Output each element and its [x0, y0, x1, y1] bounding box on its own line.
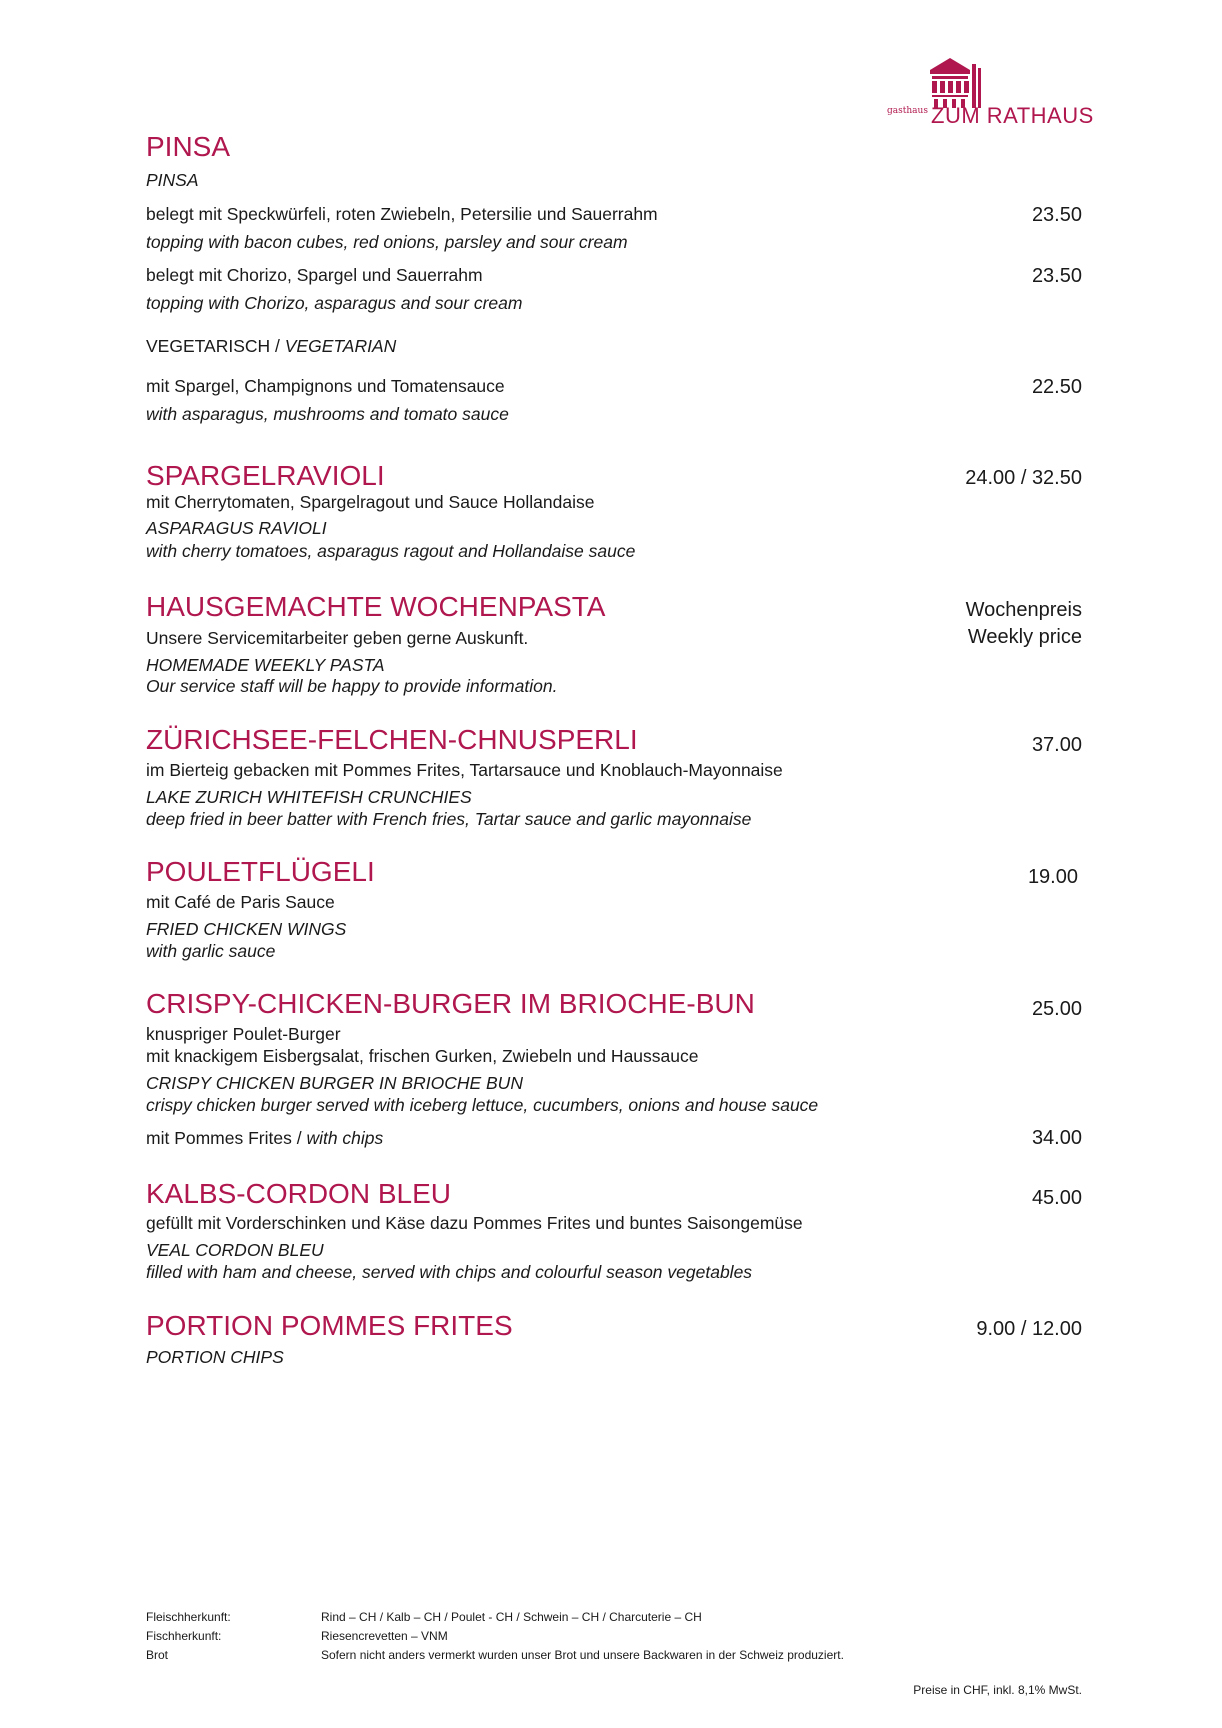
- burger-en-title: CRISPY CHICKEN BURGER IN BRIOCHE BUN: [146, 1073, 523, 1093]
- footer-price-note: Preise in CHF, inkl. 8,1% MwSt.: [913, 1683, 1082, 1697]
- felchen-de: im Bierteig gebacken mit Pommes Frites, Tartarsauce und Knoblauch-Mayonnaise: [146, 760, 783, 780]
- footer-label-meat: Fleischherkunft:: [146, 1610, 231, 1624]
- pasta-en-title: HOMEMADE WEEKLY PASTA: [146, 655, 385, 675]
- burger-price: 25.00: [1031, 998, 1082, 1020]
- cordon-price: 45.00: [1031, 1187, 1082, 1209]
- vegetarian-de: VEGETARISCH /: [146, 336, 280, 356]
- burger-chips: [146, 1128, 383, 1150]
- felchen-price: 37.00: [1031, 734, 1082, 756]
- burger-de1: knuspriger Poulet-Burger: [146, 1024, 341, 1044]
- brand-name: ZUM RATHAUS: [931, 103, 1094, 128]
- pinsa-item2-en: topping with Chorizo, asparagus and sour cream: [146, 293, 523, 313]
- cordon-de: gefüllt mit Vorderschinken und Käse dazu Pommes Frites und buntes Saisongemüse: [146, 1213, 803, 1233]
- pinsa-item3-price: 22.50: [1031, 376, 1082, 398]
- footer-value-meat: Rind – CH / Kalb – CH / Poulet - CH / Schwein – CH / Charcuterie – CH: [321, 1610, 702, 1624]
- burger-chips-price: 34.00: [1031, 1127, 1082, 1149]
- burger-en: crispy chicken burger served with iceberg lettuce, cucumbers, onions and house sauce: [146, 1095, 819, 1115]
- footer-value-fish: Riesencrevetten – VNM: [321, 1629, 448, 1643]
- burger-title: CRISPY-CHICKEN-BURGER IM BRIOCHE-BUN: [146, 988, 755, 1019]
- burger-chips-de: mit Pommes Frites /: [146, 1128, 302, 1148]
- pinsa-item3-de: mit Spargel, Champignons und Tomatensauce: [146, 376, 505, 396]
- felchen-en: deep fried in beer batter with French fries, Tartar sauce and garlic mayonnaise: [146, 809, 752, 829]
- ravioli-price: 24.00 / 32.50: [965, 467, 1082, 489]
- ravioli-title: SPARGELRAVIOLI: [146, 460, 385, 491]
- felchen-title: ZÜRICHSEE-FELCHEN-CHNUSPERLI: [146, 724, 638, 755]
- cordon-en: filled with ham and cheese, served with chips and colourful season vegetables: [146, 1262, 753, 1282]
- pinsa-item1-en: topping with bacon cubes, red onions, parsley and sour cream: [146, 232, 628, 252]
- pinsa-item1-price: 23.50: [1031, 204, 1082, 226]
- pasta-title: HAUSGEMACHTE WOCHENPASTA: [146, 591, 606, 622]
- pasta-en: Our service staff will be happy to provide information.: [146, 676, 558, 696]
- wings-title: POULETFLÜGELI: [146, 856, 375, 887]
- fries-en-title: PORTION CHIPS: [146, 1347, 284, 1367]
- wings-en: with garlic sauce: [146, 941, 276, 961]
- footer-label-bread: Brot: [146, 1648, 169, 1662]
- wings-price: 19.00: [1027, 866, 1078, 888]
- burger-de2: mit knackigem Eisbergsalat, frischen Gurken, Zwiebeln und Haussauce: [146, 1046, 699, 1066]
- brand-prefix: gasthaus: [887, 106, 928, 116]
- felchen-en-title: LAKE ZURICH WHITEFISH CRUNCHIES: [146, 787, 472, 807]
- pinsa-item2-price: 23.50: [1031, 265, 1082, 287]
- cordon-title: KALBS-CORDON BLEU: [146, 1178, 451, 1209]
- fries-price: 9.00 / 12.00: [976, 1318, 1082, 1340]
- footer-value-bread: Sofern nicht anders vermerkt wurden unser Brot und unsere Backwaren in der Schweiz produziert.: [321, 1648, 844, 1662]
- pasta-price-de: Wochenpreis: [965, 599, 1082, 621]
- ravioli-en: with cherry tomatoes, asparagus ragout and Hollandaise sauce: [146, 541, 636, 561]
- pinsa-title: PINSA: [146, 131, 231, 162]
- ravioli-de: mit Cherrytomaten, Spargelragout und Sauce Hollandaise: [146, 492, 595, 512]
- wings-en-title: FRIED CHICKEN WINGS: [146, 919, 347, 939]
- pinsa-item2-de: belegt mit Chorizo, Spargel und Sauerrahm: [146, 265, 483, 285]
- fries-title: PORTION POMMES FRITES: [146, 1310, 513, 1341]
- vegetarian-heading: [146, 336, 396, 358]
- ravioli-en-title: ASPARAGUS RAVIOLI: [146, 518, 327, 538]
- pasta-price-en: Weekly price: [967, 626, 1082, 648]
- footer-label-fish: Fischherkunft:: [146, 1629, 222, 1643]
- pinsa-subtitle: PINSA: [146, 170, 199, 190]
- vegetarian-en: VEGETARIAN: [284, 336, 397, 356]
- cordon-en-title: VEAL CORDON BLEU: [146, 1240, 324, 1260]
- burger-chips-en: with chips: [306, 1128, 384, 1148]
- pasta-de: Unsere Servicemitarbeiter geben gerne Auskunft.: [146, 628, 529, 648]
- wings-de: mit Café de Paris Sauce: [146, 892, 335, 912]
- pinsa-item3-en: with asparagus, mushrooms and tomato sauce: [146, 404, 509, 424]
- pinsa-item1-de: belegt mit Speckwürfeli, roten Zwiebeln, Petersilie und Sauerrahm: [146, 204, 658, 224]
